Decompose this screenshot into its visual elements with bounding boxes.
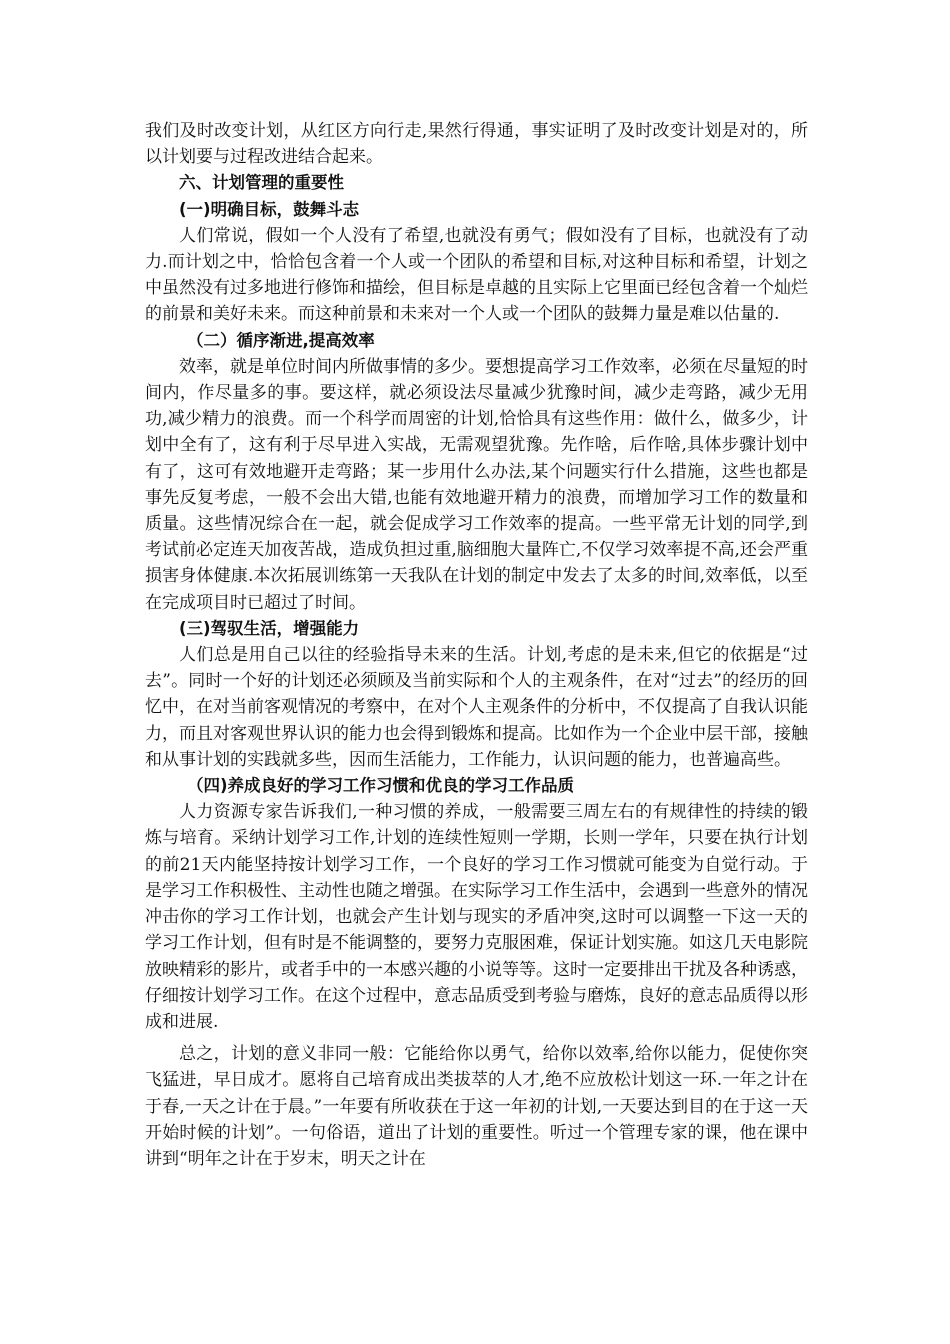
subsection-heading-2: （二）循序渐进,提高效率	[187, 330, 375, 350]
paragraph-ability: 人们总是用自己以往的经验指导未来的生活。计划,考虑的是未来,但它的依据是“过去”。同时一个好的计划还必须顾及当前实际和个人的主观条件，在对“过去”的经历的回忆中，在对当前客观情况的考察中，在对个人主观条件的分析中，不仅提高了自我认识能力，而且对客观世界认识的能力也会得到锻炼和提高。比如作为一个企业中层干部，接触和从事计划的实践就多些，因而生活能力，工作能力，认识问题的能力，也普遍高些。	[145, 645, 808, 770]
paragraph-continued: 我们及时改变计划，从红区方向行走,果然行得通，事实证明了及时改变计划是对的，所以计划要与过程改进结合起来。	[145, 121, 808, 168]
paragraph-habits: 人力资源专家告诉我们,一种习惯的养成，一般需要三周左右的有规律性的持续的锻炼与培育。采纳计划学习工作,计划的连续性短则一学期，长则一学年，只要在执行计划的前21天内能坚持按计划学习工作，一个良好的学习工作习惯就可能变为自觉行动。于是学习工作积极性、主动性也随之增强。在实际学习工作生活中，会遇到一些意外的情况冲击你的学习工作计划，也就会产生计划与现实的矛盾冲突,这时可以调整一下这一天的学习工作计划，但有时是不能调整的，要努力克服困难，保证计划实施。如这几天电影院放映精彩的影片，或者手中的一本感兴趣的小说等等。这时一定要排出干扰及各种诱惑，仔细按计划学习工作。在这个过程中，意志品质受到考验与磨炼，良好的意志品质得以形成和进展.	[145, 802, 808, 1032]
subsection-heading-1: (一)明确目标，鼓舞斗志	[179, 199, 360, 219]
section-heading-6: 六、计划管理的重要性	[179, 173, 344, 193]
subsection-heading-3: (三)驾驭生活，增强能力	[179, 618, 360, 638]
paragraph-efficiency: 效率，就是单位时间内所做事情的多少。要想提高学习工作效率，必须在尽量短的时间内，作尽量多的事。要这样，就必须设法尽量减少犹豫时间，减少走弯路，减少无用功,减少精力的浪费。而一个科学而周密的计划,恰恰具有这些作用：做什么，做多少，计划中全有了，这有利于尽早进入实战，无需观望犹豫。先作啥，后作啥,具体步骤计划中有了，这可有效地避开走弯路；某一步用什么办法,某个问题实行什么措施，这些也都是事先反复考虑，一般不会出大错,也能有效地避开精力的浪费，而增加学习工作的数量和质量。这些情况综合在一起，就会促成学习工作效率的提高。一些平常无计划的同学,到考试前必定连天加夜苦战，造成负担过重,脑细胞大量阵亡,不仅学习效率提不高,还会严重损害身体健康.本次拓展训练第一天我队在计划的制定中发去了太多的时间,效率低，以至在完成项目时已超过了时间。	[145, 356, 808, 613]
document-page	[145, 118, 808, 1172]
subsection-heading-4: （四)养成良好的学习工作习惯和优良的学习工作品质	[187, 776, 575, 796]
paragraph-goals: 人们常说，假如一个人没有了希望,也就没有勇气；假如没有了目标，也就没有了动力.而计划之中，恰恰包含着一个人或一个团队的希望和目标,对这种目标和希望，计划之中虽然没有过多地进行修饰和描绘，但目标是卓越的且实际上它里面已经包含着一个灿烂的前景和美好未来。而这种前景和未来对一个人或一个团队的鼓舞力量是难以估量的.	[145, 225, 808, 325]
paragraph-conclusion: 总之，计划的意义非同一般：它能给你以勇气，给你以效率,给你以能力，促使你突飞猛进，早日成才。愿将自己培育成出类拔萃的人才,绝不应放松计划这一环.一年之计在于春,一天之计在于晨。”一年要有所收获在于这一年初的计划,一天要达到目的在于这一天开始时候的计划”。一句俗语，道出了计划的重要性。听过一个管理专家的课，他在课中讲到“明年之计在于岁末，明天之计在	[145, 1044, 808, 1169]
